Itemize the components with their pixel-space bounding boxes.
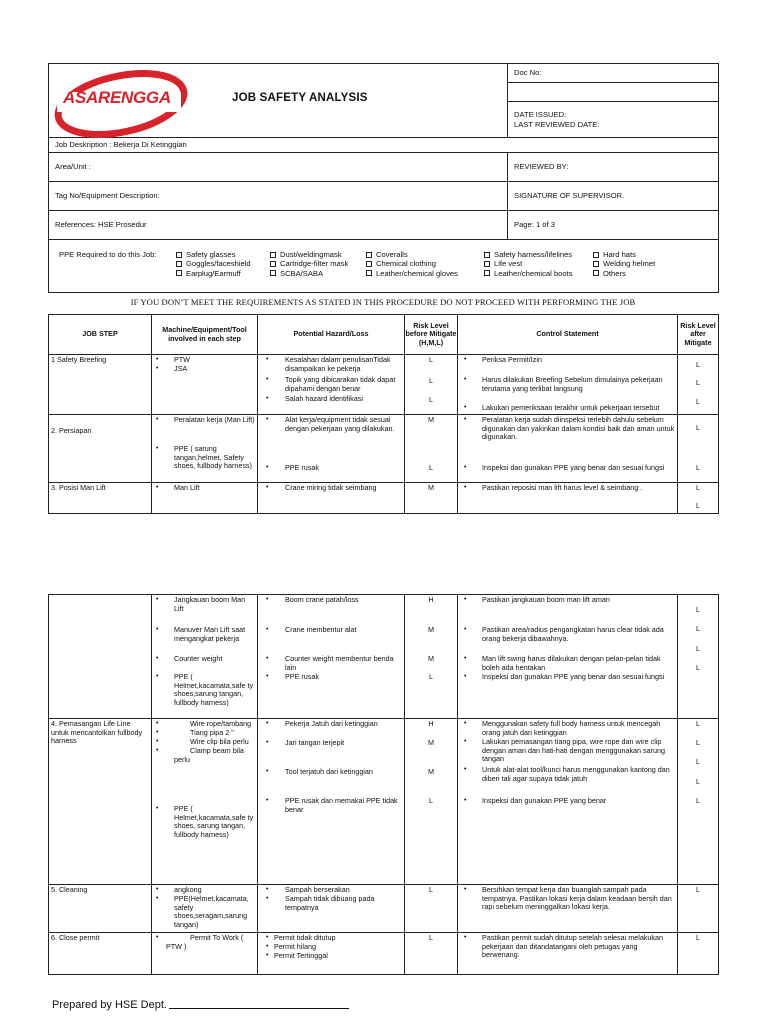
ppe-item[interactable]: Safety harness/lifelines <box>484 250 573 259</box>
machine-cell: • Wire rope/tambang • Tiang pipa 2 " • Wire clip bila perlu • Clamp beam bila perlu • PPE ( Helmet,kacamata,safe ty shoes, sarung tangan, fullbody harness) <box>152 719 258 885</box>
job-step-cell <box>49 595 152 719</box>
doc-no-cell: Doc No: <box>508 64 719 83</box>
table-row <box>49 595 719 719</box>
hazard-cell: • Pekerja Jatuh dari ketinggian • Jari tangan terjepit • Tool terjatuh dari ketinggian • PPE rusak dan memakai PPE tidak benar <box>258 719 405 885</box>
hazard-cell: • Crane miring tidak seimbang <box>258 483 405 514</box>
risk-before-cell: H M M L <box>405 595 458 719</box>
checkbox-icon[interactable] <box>484 252 490 258</box>
col-header-job-step: JOB STEP <box>49 315 152 355</box>
ppe-item[interactable]: Hard hats <box>593 250 655 259</box>
col-header-risk-before: Risk Level before Mitigate (H,M,L) <box>405 315 458 355</box>
ppe-item[interactable]: Coveralls <box>366 250 458 259</box>
ppe-item[interactable]: Leather/chemical boots <box>484 269 573 278</box>
table-row <box>49 719 719 885</box>
hazard-cell: • Alat kerja/equipment tidak sesuai dengan pekerjaan yang dilakukan. • PPE rusak <box>258 415 405 483</box>
checkbox-icon[interactable] <box>484 261 490 267</box>
checkbox-icon[interactable] <box>593 252 599 258</box>
ppe-column <box>593 250 655 278</box>
references: References: HSE Prosedur <box>49 211 508 240</box>
reviewed-by: REVIEWED BY: <box>508 153 719 182</box>
jsa-table-part1 <box>48 314 719 514</box>
machine-cell: • Peralatan kerja (Man Lift) • PPE ( sarung tangan,helmet, Safety shoes, fullbody harness) <box>152 415 258 483</box>
ppe-item[interactable]: Cartridge-filter mask <box>270 259 348 268</box>
ppe-item[interactable]: Leather/chemical gloves <box>366 269 458 278</box>
signature-line[interactable] <box>169 1008 349 1009</box>
table-row <box>49 483 719 514</box>
hazard-cell: • Sampah berserakan • Sampah tidak dibuang pada tempatnya <box>258 885 405 933</box>
checkbox-icon[interactable] <box>366 261 372 267</box>
risk-before-cell: L <box>405 885 458 933</box>
job-step-cell: 1 Safety Breefing <box>49 355 152 415</box>
control-cell: • Pastikan permit sudah ditutup setelah selesai melakukan pekerjaan dan ditandatangani oleh petugas yang berwenang. <box>458 933 678 975</box>
risk-after-cell: L L L <box>678 355 719 415</box>
doc-no-value-cell <box>508 83 719 102</box>
checkbox-icon[interactable] <box>593 270 599 276</box>
date-cell <box>508 102 719 138</box>
checkbox-icon[interactable] <box>176 261 182 267</box>
logo-text: ASARENGGA <box>63 88 171 107</box>
job-description: Job Deskription : Bekerja Di Ketinggian <box>49 138 719 153</box>
control-cell: • Pastikan reposisi man lift harus level & seimbang . <box>458 483 678 514</box>
ppe-column <box>270 250 348 278</box>
checkbox-icon[interactable] <box>176 252 182 258</box>
page-title: JOB SAFETY ANALYSIS <box>232 92 368 104</box>
hazard-cell: • Boom crane patah/loss • Crane membentur alat • Counter weight membentur benda lain • PPE rusak <box>258 595 405 719</box>
date-issued: DATE ISSUED: <box>514 110 567 120</box>
area-unit: Area/Unit : <box>49 153 508 182</box>
ppe-item[interactable]: Others <box>593 269 655 278</box>
signature-supervisor: SIGNATURE OF SUPERVISOR. <box>508 182 719 211</box>
last-reviewed-date: LAST REVIEWED DATE: <box>514 119 600 129</box>
prepared-by-label: Prepared by HSE Dept. <box>52 999 167 1011</box>
ppe-column <box>484 250 573 278</box>
machine-cell: • PTW • JSA <box>152 355 258 415</box>
checkbox-icon[interactable] <box>593 261 599 267</box>
job-step-cell: 3. Posisi Man Lift <box>49 483 152 514</box>
job-step-cell: 4. Pemasangan Life Line untuk mencantolkan fullbody harness <box>49 719 152 885</box>
risk-after-cell: L <box>678 885 719 933</box>
col-header-hazard: Potential Hazard/Loss <box>258 315 405 355</box>
machine-cell: • angkong • PPE(Helmet,kacamata, safety shoes,seragam,sarung tangan) <box>152 885 258 933</box>
page-number: Page: 1 of 3 <box>508 211 719 240</box>
checkbox-icon[interactable] <box>270 261 276 267</box>
risk-before-cell: M L <box>405 415 458 483</box>
col-header-risk-after: Risk Level after Mitigate <box>678 315 719 355</box>
hazard-cell: • Permit tidak ditutup • Permit hilang • Permit Tertinggal <box>258 933 405 975</box>
control-cell: • Periksa Permit/Izin • Harus dilakukan Breefing Sebelum dimulainya pekerjaan terutama yang terlibat langsung • Lakukan pemeriksaan terakhir untuk pekerjaan tersebut <box>458 355 678 415</box>
ppe-item[interactable]: Goggles/faceshield <box>176 259 251 268</box>
tag-no: Tag No/Equipment Description: <box>49 182 508 211</box>
control-cell: • Menggunakan safety full body harness untuk mencegah orang jatuh dari ketinggian • Lakukan pemasangan tiang pipa, wire rope dan wire clip dengan aman dan hati-hati dengan menggunakan sarung tangan • Untuk alat-alat tool/kunci harus menggunakan kantong dan diberi tali agar supaya tidak jatuh • Inspeksi dan gunakan PPE yang benar <box>458 719 678 885</box>
table-row <box>49 933 719 975</box>
checkbox-icon[interactable] <box>270 252 276 258</box>
risk-before-cell: L <box>405 933 458 975</box>
ppe-item[interactable]: SCBA/SABA <box>270 269 348 278</box>
table-header-row <box>49 315 719 355</box>
ppe-cell <box>49 240 719 293</box>
checkbox-icon[interactable] <box>176 270 182 276</box>
table-row <box>49 355 719 415</box>
risk-after-cell: L L L L <box>678 595 719 719</box>
table-row <box>49 415 719 483</box>
ppe-column <box>176 250 251 278</box>
machine-cell: • Man Lift <box>152 483 258 514</box>
checkbox-icon[interactable] <box>366 270 372 276</box>
machine-cell: • Jangkauan boom Man Lift • Manuver Man Lift saat mengangkat pekerja • Counter weight • PPE ( Helmet,kacamata,safe ty shoes,sarung tangan, fullbody harness) <box>152 595 258 719</box>
header-table <box>48 63 719 293</box>
risk-before-cell: H M M L <box>405 719 458 885</box>
risk-after-cell: L L L L L <box>678 719 719 885</box>
job-step-cell: 5. Cleaning <box>49 885 152 933</box>
ppe-label: PPE Required to do this Job: <box>59 250 157 259</box>
machine-cell: • Permit To Work ( PTW ) <box>152 933 258 975</box>
prepared-by <box>52 999 349 1012</box>
risk-after-cell: L L <box>678 483 719 514</box>
risk-before-cell: L L L <box>405 355 458 415</box>
ppe-column <box>366 250 458 278</box>
logo-title-cell <box>49 64 508 138</box>
warning-text: IF YOU DON’T MEET THE REQUIREMENTS AS STATED IN THIS PROCEDURE DO NOT PROCEED WITH PERFORMING THE JOB <box>130 297 636 307</box>
checkbox-icon[interactable] <box>270 270 276 276</box>
ppe-item[interactable]: Dust/weldingmask <box>270 250 348 259</box>
ppe-item[interactable]: Safety glasses <box>176 250 251 259</box>
col-header-control: Control Statement <box>458 315 678 355</box>
ppe-item[interactable]: Welding helmet <box>593 259 655 268</box>
ppe-item[interactable]: Chemical clothing <box>366 259 458 268</box>
checkbox-icon[interactable] <box>484 270 490 276</box>
col-header-machine: Machine/Equipment/Tool involved in each step <box>152 315 258 355</box>
jsa-table-part2 <box>48 594 719 975</box>
control-cell: • Peralatan kerja sudah diinspeksi terlebih dahulu sebelum digunakan dan yakinkan dalam kondisi baik dan aman untuk digunakan. • Inspeksi dan gunakan PPE yang benar dan sesuai fungsi <box>458 415 678 483</box>
job-step-cell: 2. Persiapan <box>49 415 152 483</box>
ppe-item[interactable]: Life vest <box>484 259 573 268</box>
risk-after-cell: L <box>678 933 719 975</box>
table-row <box>49 885 719 933</box>
risk-before-cell: M <box>405 483 458 514</box>
checkbox-icon[interactable] <box>366 252 372 258</box>
ppe-item[interactable]: Earplug/Earmuff <box>176 269 251 278</box>
hazard-cell: • Kesalahan dalam penulisanTidak disampaikan ke pekerja • Topik yang dibicarakan tidak dapat dipahami dengan benar • Salah hazard identifikasi <box>258 355 405 415</box>
job-step-cell: 6. Close permit <box>49 933 152 975</box>
control-cell: • Bersihkan tempat kerja dan buanglah sampah pada tempatnya. Pastikan lokasi kerja dalam keadaan bersih dan rapi sebelum meninggalkan lokasi kerja. <box>458 885 678 933</box>
control-cell: • Pastikan jangkauan boom man lift aman • Pastikan area/radius pengangkatan harus clear tidak ada orang bekerja dibawahnya. • Man lift swing harus dilakukan dengan pelan-pelan tidak boleh ada hentakan • Inspeksi dan gunakan PPE yang benar dan sesuai fungsi <box>458 595 678 719</box>
risk-after-cell: L L <box>678 415 719 483</box>
